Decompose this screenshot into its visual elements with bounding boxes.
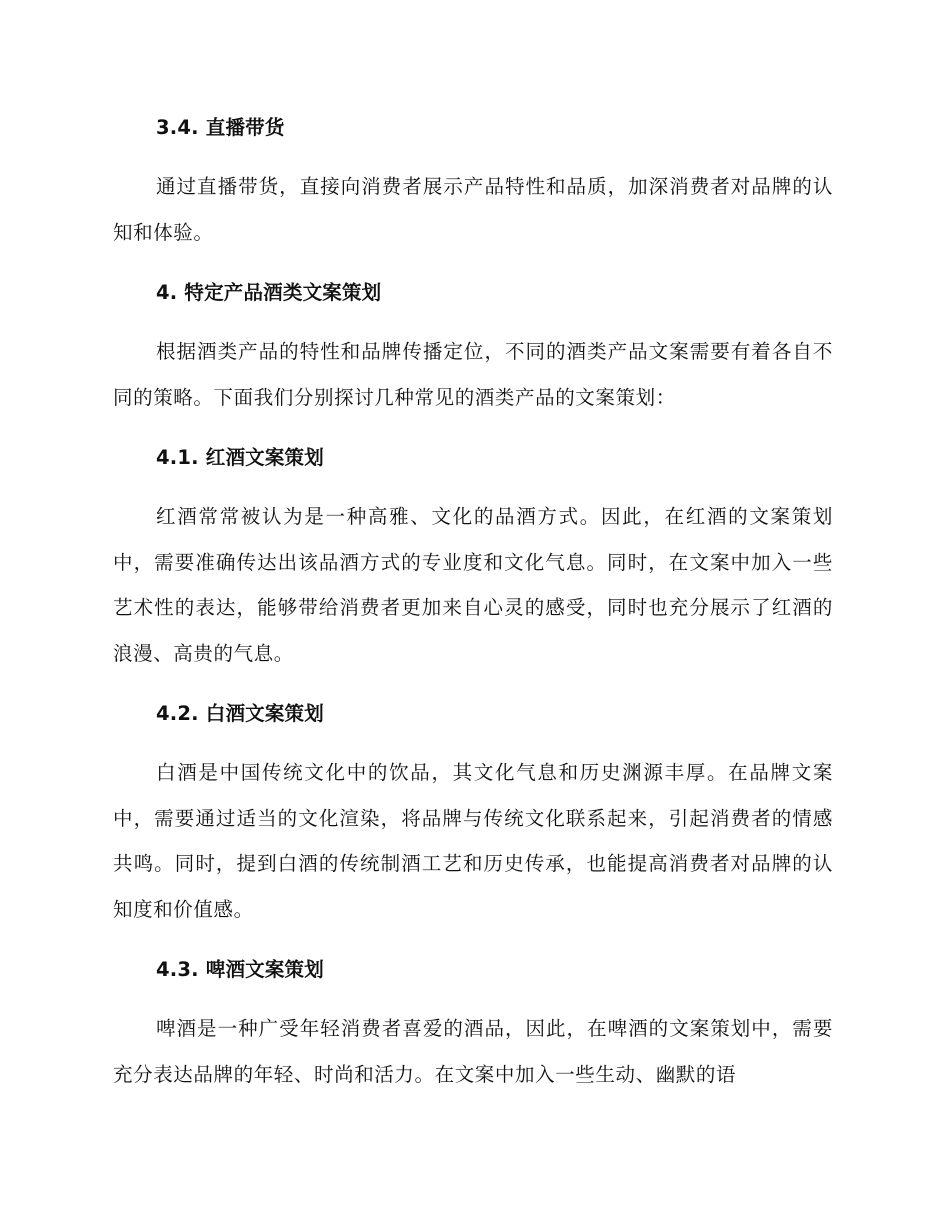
section-heading-red-wine: 4.1. 红酒文案策划: [156, 446, 324, 469]
section-heading-beer: 4.3. 啤酒文案策划: [156, 958, 324, 981]
section-paragraph-red-wine: 红酒常常被认为是一种高雅、文化的品酒方式。因此，在红酒的文案策划中，需要准确传达出该品酒方式的专业度和文化气息。同时，在文案中加入一些艺术性的表达，能够带给消费者更加来自心灵的感受，同时也充分展示了红酒的浪漫、高贵的气息。: [113, 505, 833, 665]
spacer: [113, 476, 833, 494]
spacer: [113, 732, 833, 750]
section-heading-baijiu: 4.2. 白酒文案策划: [156, 702, 324, 725]
section-paragraph-specific-products: 根据酒类产品的特性和品牌传播定位，不同的酒类产品文案需要有着各自不同的策略。下面我们分别探讨几种常见的酒类产品的文案策划：: [113, 340, 833, 409]
spacer: [113, 146, 833, 164]
section-paragraph-baijiu: 白酒是中国传统文化中的饮品，其文化气息和历史渊源丰厚。在品牌文案中，需要通过适当的文化渲染，将品牌与传统文化联系起来，引起消费者的情感共鸣。同时，提到白酒的传统制酒工艺和历史传承，也能提高消费者对品牌的认知度和价值感。: [113, 761, 833, 921]
spacer: [113, 932, 833, 952]
section-paragraph-live-streaming: 通过直播带货，直接向消费者展示产品特性和品质，加深消费者对品牌的认知和体验。: [113, 175, 833, 244]
section-paragraph-beer: 啤酒是一种广受年轻消费者喜爱的酒品，因此，在啤酒的文案策划中，需要充分表达品牌的年轻、时尚和活力。在文案中加入一些生动、幽默的语: [113, 1017, 833, 1086]
spacer: [113, 311, 833, 329]
document-page: [113, 110, 833, 1097]
section-heading-specific-products: 4. 特定产品酒类文案策划: [156, 281, 382, 304]
spacer: [113, 420, 833, 440]
spacer: [113, 988, 833, 1006]
spacer: [113, 255, 833, 275]
spacer: [113, 676, 833, 696]
section-heading-live-streaming: 3.4. 直播带货: [156, 116, 285, 139]
